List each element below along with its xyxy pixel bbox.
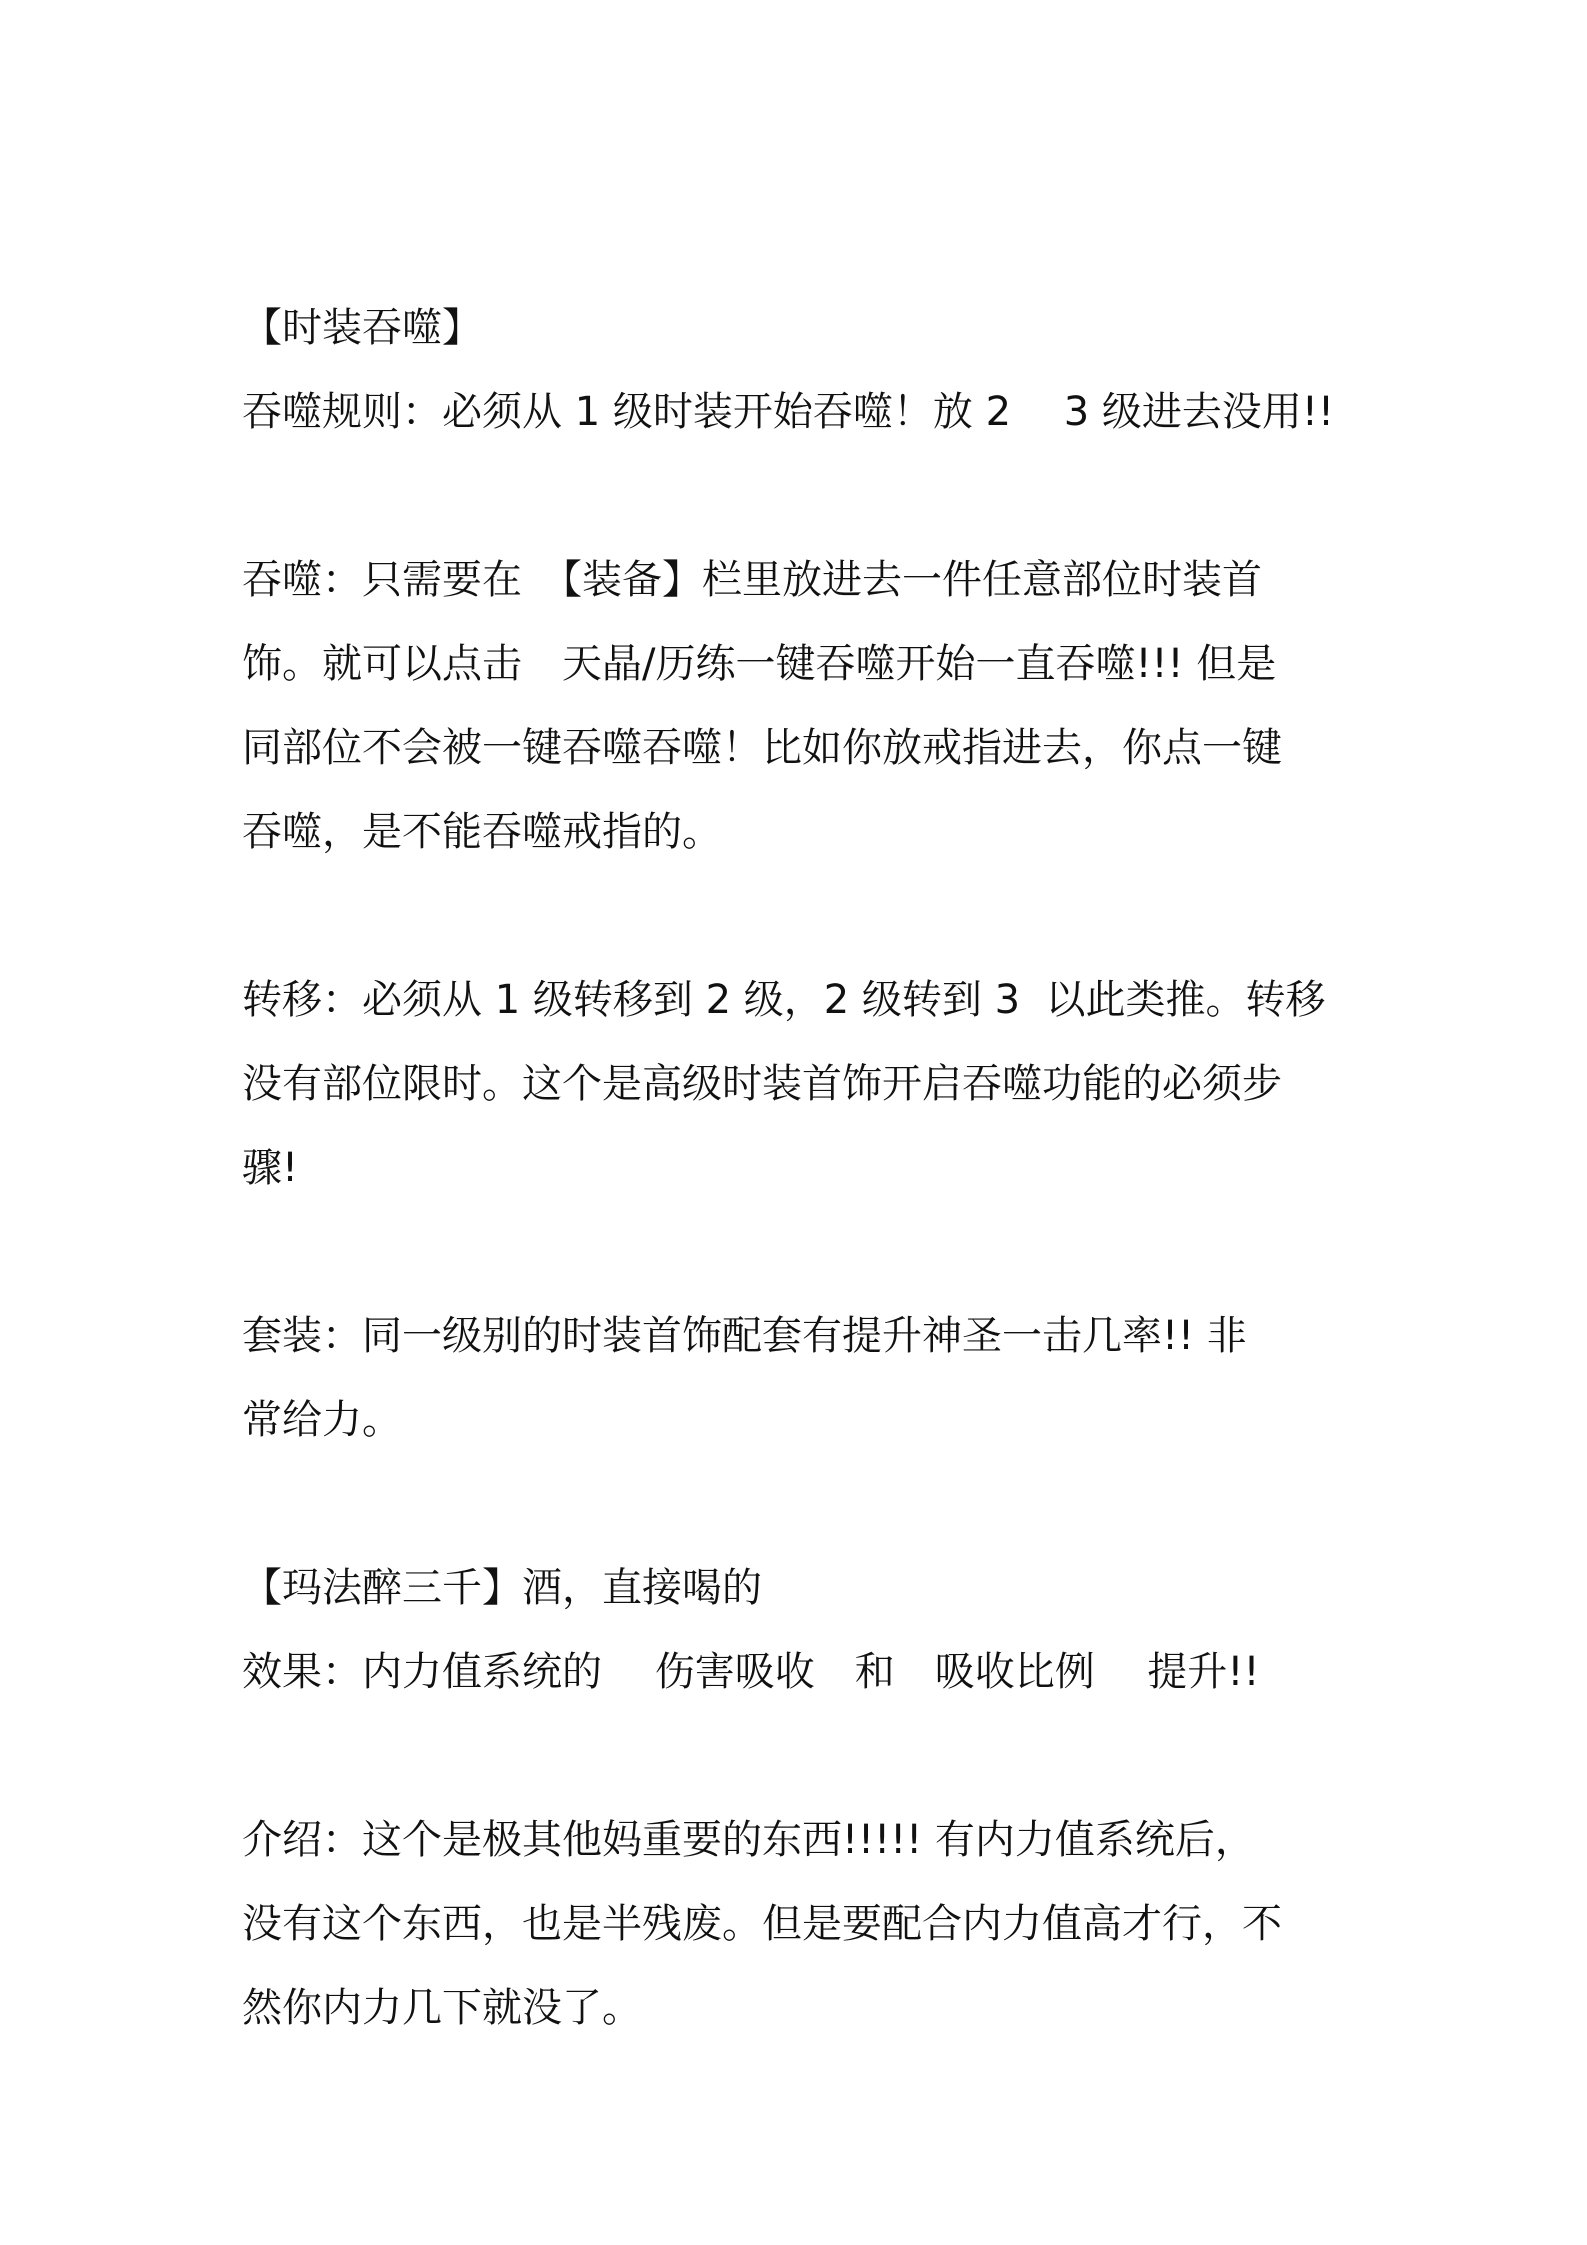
paragraph-line: 介绍：这个是极其他妈重要的东西!!!!! 有内力值系统后， [242,1817,1255,1863]
paragraph-line: 然你内力几下就没了。 [242,1985,642,2031]
section-set [242,1294,1362,1462]
section-transfer [242,958,1362,1210]
section-devour [242,538,1362,874]
paragraph-line: 没有这个东西，也是半残废。但是要配合内力值高才行，不 [242,1901,1282,1947]
paragraph-line: 同部位不会被一键吞噬吞噬！比如你放戒指进去，你点一键 [242,725,1282,771]
blank-line [242,874,1362,958]
effect-text: 效果：内力值系统的 伤害吸收 和 吸收比例 提升!! [242,1649,1260,1695]
document-body [242,286,1362,2050]
paragraph-line: 吞噬，是不能吞噬戒指的。 [242,809,722,855]
devour-rules-text: 吞噬规则：必须从 1 级时装开始吞噬！放 2 3 级进去没用!! [242,389,1334,435]
paragraph-line: 吞噬：只需要在 【装备】栏里放进去一件任意部位时装首 [242,557,1262,603]
paragraph-line: 转移：必须从 1 级转移到 2 级，2 级转到 3 以此类推。转移 [242,977,1326,1023]
section-fashion-devour [242,286,1362,454]
paragraph-line: 套装：同一级别的时装首饰配套有提升神圣一击几率!! 非 [242,1313,1247,1359]
blank-line [242,1714,1362,1798]
section-mafa-wine [242,1546,1362,1714]
blank-line [242,454,1362,538]
paragraph-line: 骤! [242,1145,299,1191]
paragraph-line: 常给力。 [242,1397,402,1443]
heading-fashion-devour: 【时装吞噬】 [242,305,482,351]
blank-line [242,1210,1362,1294]
heading-mafa-wine: 【玛法醉三千】酒，直接喝的 [242,1565,762,1611]
blank-line [242,1462,1362,1546]
paragraph-line: 饰。就可以点击 天晶/历练一键吞噬开始一直吞噬!!! 但是 [242,641,1277,687]
section-introduction [242,1798,1362,2050]
paragraph-line: 没有部位限时。这个是高级时装首饰开启吞噬功能的必须步 [242,1061,1282,1107]
